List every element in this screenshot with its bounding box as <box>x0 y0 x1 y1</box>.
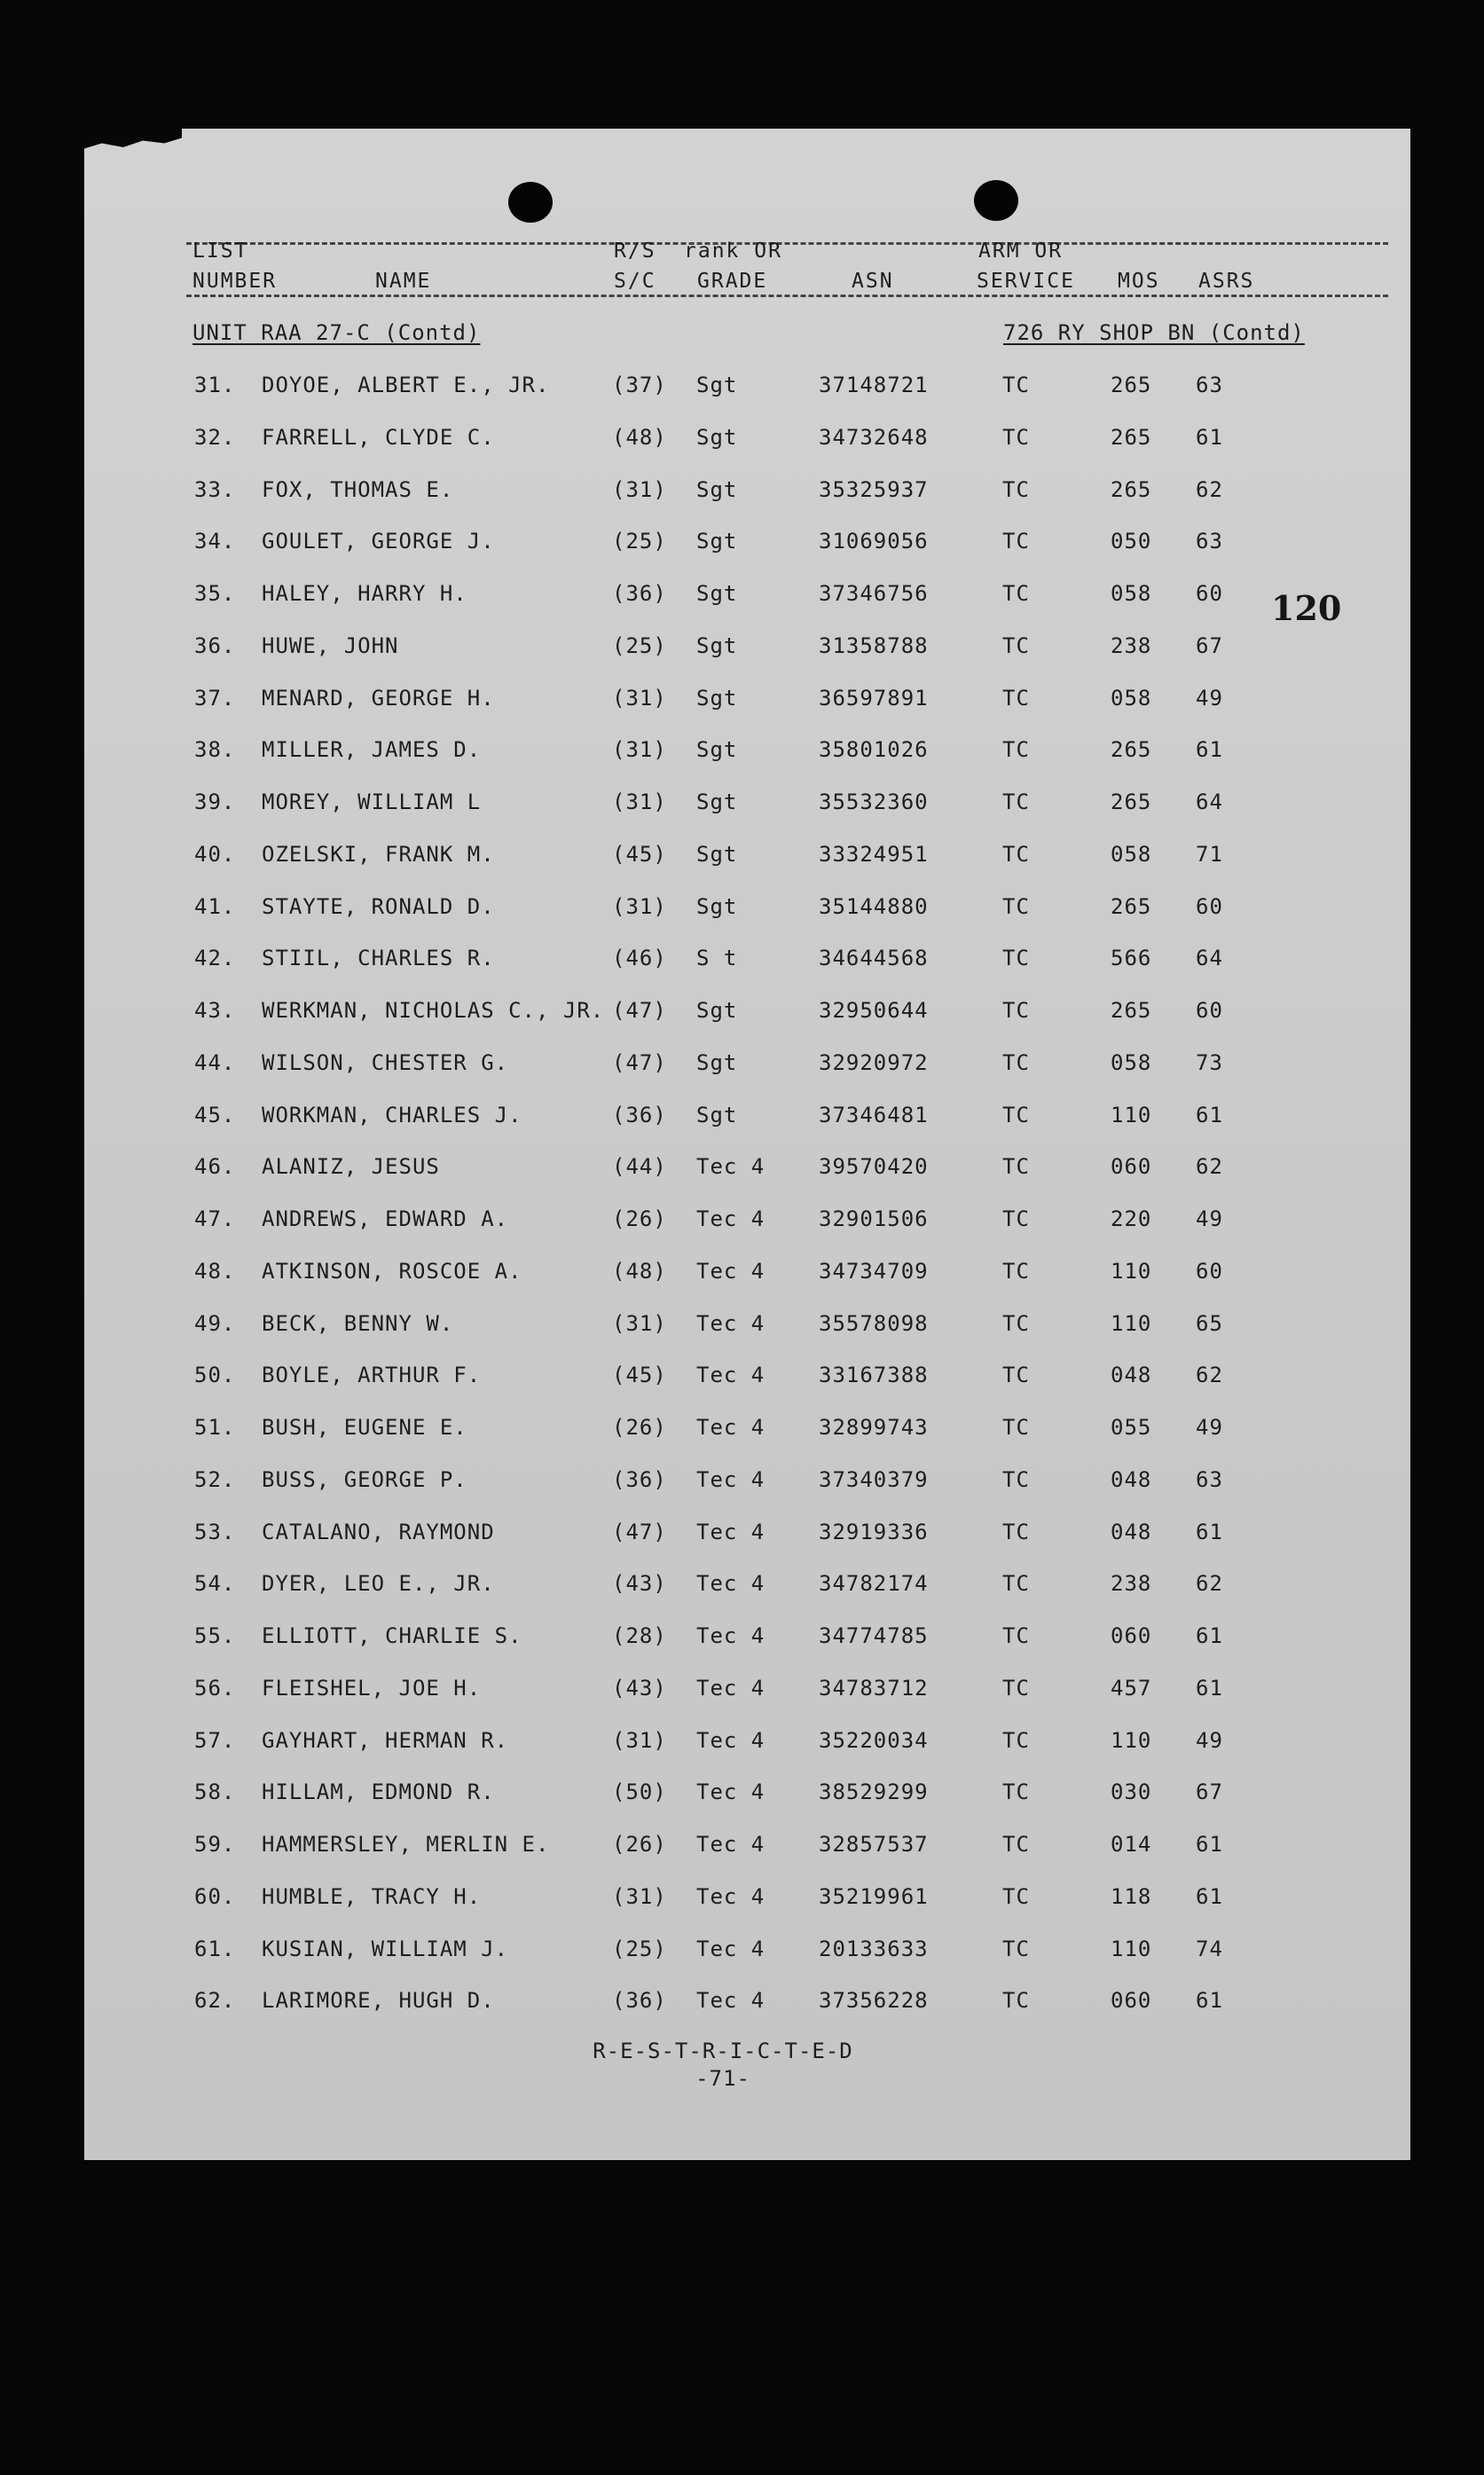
row-arm: TC <box>1002 1154 1030 1180</box>
row-name: WERKMAN, NICHOLAS C., JR. <box>262 998 605 1023</box>
row-rs: (43) <box>612 1571 667 1597</box>
row-name: ELLIOTT, CHARLIE S. <box>262 1623 522 1648</box>
row-asn: 37340379 <box>819 1466 929 1492</box>
row-mos: 110 <box>1111 1727 1152 1753</box>
row-asrs: 61 <box>1196 1832 1223 1857</box>
row-rank: Sgt <box>696 841 738 867</box>
row-asrs: 65 <box>1196 1310 1223 1336</box>
row-name: GOULET, GEORGE J. <box>262 529 495 554</box>
row-mos: 238 <box>1111 1571 1152 1597</box>
row-arm: TC <box>1002 737 1030 763</box>
row-number: 39. <box>194 790 236 814</box>
row-rs: (47) <box>612 998 667 1023</box>
header-dash-top <box>186 242 1388 245</box>
row-mos: 048 <box>1111 1363 1152 1388</box>
row-arm: TC <box>1002 1988 1030 2014</box>
row-asrs: 61 <box>1196 1675 1223 1701</box>
row-mos: 060 <box>1111 1154 1152 1180</box>
row-asrs: 61 <box>1196 1883 1223 1909</box>
row-arm: TC <box>1002 632 1030 658</box>
row-asrs: 61 <box>1196 737 1223 763</box>
header-arm-or: ARM OR <box>978 240 1064 263</box>
row-rs: (31) <box>612 737 667 763</box>
row-rank: Sgt <box>696 737 738 763</box>
row-asrs: 74 <box>1196 1936 1223 1961</box>
row-rank: Tec 4 <box>696 1780 766 1805</box>
row-rank: Sgt <box>696 790 738 814</box>
row-number: 49. <box>194 1310 236 1336</box>
row-mos: 055 <box>1111 1415 1152 1440</box>
row-mos: 058 <box>1111 581 1152 606</box>
row-mos: 048 <box>1111 1519 1152 1544</box>
row-rank: Tec 4 <box>696 1675 766 1701</box>
row-rs: (47) <box>612 1049 667 1075</box>
row-number: 53. <box>194 1519 236 1544</box>
row-rank: Tec 4 <box>696 1415 766 1440</box>
row-number: 60. <box>194 1883 236 1909</box>
row-arm: TC <box>1002 1883 1030 1909</box>
row-mos: 110 <box>1111 1258 1152 1284</box>
row-rank: Sgt <box>696 1049 738 1075</box>
row-asn: 32899743 <box>819 1415 929 1440</box>
row-rs: (36) <box>612 1988 667 2014</box>
row-asn: 32920972 <box>819 1049 929 1075</box>
row-arm: TC <box>1002 790 1030 814</box>
row-asrs: 60 <box>1196 581 1223 606</box>
header-mos: MOS <box>1118 270 1160 293</box>
row-mos: 110 <box>1111 1310 1152 1336</box>
row-mos: 050 <box>1111 529 1152 554</box>
classification-footer: R-E-S-T-R-I-C-T-E-D <box>593 2039 853 2063</box>
row-number: 59. <box>194 1832 236 1857</box>
header-number: NUMBER <box>192 270 278 293</box>
row-rank: Tec 4 <box>696 1363 766 1388</box>
header-sc: S/C <box>614 270 656 293</box>
row-asrs: 61 <box>1196 1623 1223 1648</box>
row-arm: TC <box>1002 1102 1030 1128</box>
row-arm: TC <box>1002 1415 1030 1440</box>
row-rank: Sgt <box>696 373 738 397</box>
row-name: MILLER, JAMES D. <box>262 737 482 763</box>
row-rank: Tec 4 <box>696 1310 766 1336</box>
row-rs: (31) <box>612 790 667 814</box>
row-name: BUSH, EUGENE E. <box>262 1415 467 1440</box>
row-arm: TC <box>1002 1780 1030 1805</box>
row-name: DYER, LEO E., JR. <box>262 1571 495 1597</box>
row-arm: TC <box>1002 1832 1030 1857</box>
row-mos: 058 <box>1111 841 1152 867</box>
row-number: 44. <box>194 1049 236 1075</box>
row-arm: TC <box>1002 841 1030 867</box>
row-number: 36. <box>194 632 236 658</box>
page-number: -71- <box>695 2066 750 2091</box>
row-rs: (45) <box>612 1363 667 1388</box>
row-asrs: 49 <box>1196 1206 1223 1231</box>
row-name: DOYOE, ALBERT E., JR. <box>262 373 550 397</box>
row-mos: 048 <box>1111 1466 1152 1492</box>
row-arm: TC <box>1002 581 1030 606</box>
row-number: 31. <box>194 373 236 397</box>
row-rs: (25) <box>612 632 667 658</box>
row-rs: (36) <box>612 1466 667 1492</box>
row-asn: 37148721 <box>819 373 929 397</box>
row-rank: Sgt <box>696 632 738 658</box>
row-rs: (36) <box>612 581 667 606</box>
row-number: 55. <box>194 1623 236 1648</box>
row-arm: TC <box>1002 998 1030 1023</box>
row-number: 48. <box>194 1258 236 1284</box>
row-rs: (43) <box>612 1675 667 1701</box>
row-name: ATKINSON, ROSCOE A. <box>262 1258 522 1284</box>
row-rank: Tec 4 <box>696 1832 766 1857</box>
row-arm: TC <box>1002 946 1030 971</box>
row-asn: 31358788 <box>819 632 929 658</box>
row-rank: S t <box>696 946 738 971</box>
row-asn: 35801026 <box>819 737 929 763</box>
row-asrs: 64 <box>1196 790 1223 814</box>
row-rank: Sgt <box>696 893 738 919</box>
row-rank: Tec 4 <box>696 1936 766 1961</box>
row-rs: (36) <box>612 1102 667 1128</box>
row-asn: 34732648 <box>819 424 929 450</box>
row-mos: 110 <box>1111 1102 1152 1128</box>
row-name: BUSS, GEORGE P. <box>262 1466 467 1492</box>
row-asrs: 62 <box>1196 1154 1223 1180</box>
header-service: SERVICE <box>977 270 1075 293</box>
row-rs: (31) <box>612 1727 667 1753</box>
row-mos: 566 <box>1111 946 1152 971</box>
row-name: LARIMORE, HUGH D. <box>262 1988 495 2014</box>
row-rs: (26) <box>612 1415 667 1440</box>
row-rs: (50) <box>612 1780 667 1805</box>
row-name: MOREY, WILLIAM L <box>262 790 482 814</box>
row-mos: 060 <box>1111 1988 1152 2014</box>
row-asn: 35325937 <box>819 476 929 502</box>
row-rs: (25) <box>612 529 667 554</box>
row-number: 61. <box>194 1936 236 1961</box>
row-rs: (45) <box>612 841 667 867</box>
row-name: BOYLE, ARTHUR F. <box>262 1363 482 1388</box>
header-name: NAME <box>375 270 432 293</box>
row-mos: 030 <box>1111 1780 1152 1805</box>
row-name: BECK, BENNY W. <box>262 1310 454 1336</box>
row-number: 47. <box>194 1206 236 1231</box>
row-arm: TC <box>1002 1519 1030 1544</box>
row-asn: 37356228 <box>819 1988 929 2014</box>
row-asrs: 49 <box>1196 685 1223 711</box>
row-asn: 33167388 <box>819 1363 929 1388</box>
row-asrs: 67 <box>1196 632 1223 658</box>
row-asrs: 62 <box>1196 1571 1223 1597</box>
row-asn: 35219961 <box>819 1883 929 1909</box>
row-rank: Tec 4 <box>696 1988 766 2014</box>
row-asn: 32901506 <box>819 1206 929 1231</box>
row-asrs: 61 <box>1196 1519 1223 1544</box>
row-number: 45. <box>194 1102 236 1128</box>
row-name: GAYHART, HERMAN R. <box>262 1727 509 1753</box>
row-name: MENARD, GEORGE H. <box>262 685 495 711</box>
row-rs: (31) <box>612 1310 667 1336</box>
row-mos: 265 <box>1111 737 1152 763</box>
header-rank-or: rank OR <box>684 240 782 263</box>
row-mos: 118 <box>1111 1883 1152 1909</box>
row-arm: TC <box>1002 1206 1030 1231</box>
row-rs: (31) <box>612 1883 667 1909</box>
document-page <box>84 129 1410 2160</box>
row-mos: 058 <box>1111 1049 1152 1075</box>
row-mos: 457 <box>1111 1675 1152 1701</box>
row-rank: Sgt <box>696 1102 738 1128</box>
row-number: 33. <box>194 476 236 502</box>
row-number: 52. <box>194 1466 236 1492</box>
header-asrs: ASRS <box>1198 270 1255 293</box>
row-number: 40. <box>194 841 236 867</box>
row-asrs: 61 <box>1196 1102 1223 1128</box>
row-name: FARRELL, CLYDE C. <box>262 424 495 450</box>
row-name: HAMMERSLEY, MERLIN E. <box>262 1832 550 1857</box>
row-name: WORKMAN, CHARLES J. <box>262 1102 522 1128</box>
row-rank: Tec 4 <box>696 1466 766 1492</box>
row-asrs: 61 <box>1196 1988 1223 2014</box>
row-mos: 265 <box>1111 424 1152 450</box>
side-number: 120 <box>1271 588 1342 628</box>
row-number: 42. <box>194 946 236 971</box>
row-number: 32. <box>194 424 236 450</box>
row-name: STAYTE, RONALD D. <box>262 893 495 919</box>
row-rank: Sgt <box>696 476 738 502</box>
row-rank: Tec 4 <box>696 1258 766 1284</box>
row-mos: 058 <box>1111 685 1152 711</box>
row-asn: 35578098 <box>819 1310 929 1336</box>
row-arm: TC <box>1002 529 1030 554</box>
row-mos: 110 <box>1111 1936 1152 1961</box>
row-arm: TC <box>1002 373 1030 397</box>
row-asrs: 61 <box>1196 424 1223 450</box>
row-asrs: 62 <box>1196 476 1223 502</box>
row-rank: Tec 4 <box>696 1571 766 1597</box>
row-name: ANDREWS, EDWARD A. <box>262 1206 509 1231</box>
row-rank: Sgt <box>696 529 738 554</box>
punch-hole-left <box>508 182 553 223</box>
row-rs: (46) <box>612 946 667 971</box>
row-asn: 39570420 <box>819 1154 929 1180</box>
row-asn: 33324951 <box>819 841 929 867</box>
row-asrs: 73 <box>1196 1049 1223 1075</box>
row-number: 51. <box>194 1415 236 1440</box>
row-name: OZELSKI, FRANK M. <box>262 841 495 867</box>
row-asrs: 60 <box>1196 893 1223 919</box>
row-rank: Sgt <box>696 998 738 1023</box>
row-rs: (48) <box>612 1258 667 1284</box>
row-rs: (31) <box>612 685 667 711</box>
row-rank: Tec 4 <box>696 1883 766 1909</box>
row-asn: 34644568 <box>819 946 929 971</box>
row-asrs: 60 <box>1196 998 1223 1023</box>
row-asn: 35144880 <box>819 893 929 919</box>
row-name: HALEY, HARRY H. <box>262 581 467 606</box>
row-rank: Tec 4 <box>696 1154 766 1180</box>
row-rs: (31) <box>612 476 667 502</box>
row-name: STIIL, CHARLES R. <box>262 946 495 971</box>
row-asn: 20133633 <box>819 1936 929 1961</box>
row-arm: TC <box>1002 1258 1030 1284</box>
row-name: KUSIAN, WILLIAM J. <box>262 1936 509 1961</box>
row-mos: 220 <box>1111 1206 1152 1231</box>
row-rs: (48) <box>612 424 667 450</box>
row-rs: (47) <box>612 1519 667 1544</box>
row-arm: TC <box>1002 1466 1030 1492</box>
row-mos: 265 <box>1111 998 1152 1023</box>
row-rs: (37) <box>612 373 667 397</box>
row-arm: TC <box>1002 1675 1030 1701</box>
row-asrs: 49 <box>1196 1415 1223 1440</box>
row-asn: 36597891 <box>819 685 929 711</box>
row-asn: 34774785 <box>819 1623 929 1648</box>
header-list: LIST <box>192 240 249 263</box>
row-mos: 238 <box>1111 632 1152 658</box>
row-number: 34. <box>194 529 236 554</box>
header-asn: ASN <box>852 270 894 293</box>
punch-hole-right <box>974 180 1018 221</box>
torn-corner <box>84 129 182 155</box>
row-arm: TC <box>1002 476 1030 502</box>
row-number: 58. <box>194 1780 236 1805</box>
row-asn: 34782174 <box>819 1571 929 1597</box>
row-name: HILLAM, EDMOND R. <box>262 1780 495 1805</box>
row-rank: Tec 4 <box>696 1727 766 1753</box>
row-rank: Sgt <box>696 581 738 606</box>
header-rs: R/S <box>614 240 656 263</box>
row-asn: 31069056 <box>819 529 929 554</box>
row-rank: Sgt <box>696 424 738 450</box>
row-mos: 265 <box>1111 790 1152 814</box>
row-asrs: 63 <box>1196 1466 1223 1492</box>
row-number: 56. <box>194 1675 236 1701</box>
row-asrs: 60 <box>1196 1258 1223 1284</box>
header-dash-bottom <box>186 295 1388 297</box>
row-asn: 34734709 <box>819 1258 929 1284</box>
row-asrs: 63 <box>1196 529 1223 554</box>
row-arm: TC <box>1002 1727 1030 1753</box>
row-arm: TC <box>1002 893 1030 919</box>
header-grade: GRADE <box>697 270 768 293</box>
row-asn: 37346481 <box>819 1102 929 1128</box>
row-arm: TC <box>1002 1623 1030 1648</box>
row-asrs: 71 <box>1196 841 1223 867</box>
row-mos: 265 <box>1111 476 1152 502</box>
row-asrs: 62 <box>1196 1363 1223 1388</box>
row-asrs: 49 <box>1196 1727 1223 1753</box>
row-rs: (26) <box>612 1832 667 1857</box>
row-number: 41. <box>194 893 236 919</box>
row-rs: (31) <box>612 893 667 919</box>
unit-right: 726 RY SHOP BN (Contd) <box>1003 320 1305 345</box>
row-number: 46. <box>194 1154 236 1180</box>
row-arm: TC <box>1002 424 1030 450</box>
row-name: FOX, THOMAS E. <box>262 476 454 502</box>
row-rs: (26) <box>612 1206 667 1231</box>
row-mos: 265 <box>1111 893 1152 919</box>
row-asn: 35220034 <box>819 1727 929 1753</box>
row-name: HUMBLE, TRACY H. <box>262 1883 482 1909</box>
row-asn: 32950644 <box>819 998 929 1023</box>
row-arm: TC <box>1002 685 1030 711</box>
row-asn: 34783712 <box>819 1675 929 1701</box>
row-number: 50. <box>194 1363 236 1388</box>
row-name: CATALANO, RAYMOND <box>262 1519 495 1544</box>
row-rank: Tec 4 <box>696 1206 766 1231</box>
row-asn: 32857537 <box>819 1832 929 1857</box>
row-asrs: 63 <box>1196 373 1223 397</box>
row-asn: 38529299 <box>819 1780 929 1805</box>
row-arm: TC <box>1002 1571 1030 1597</box>
row-rank: Tec 4 <box>696 1519 766 1544</box>
row-arm: TC <box>1002 1363 1030 1388</box>
row-rs: (44) <box>612 1154 667 1180</box>
row-number: 62. <box>194 1988 236 2014</box>
row-rank: Tec 4 <box>696 1623 766 1648</box>
row-arm: TC <box>1002 1310 1030 1336</box>
row-number: 54. <box>194 1571 236 1597</box>
row-arm: TC <box>1002 1936 1030 1961</box>
row-asrs: 64 <box>1196 946 1223 971</box>
unit-left: UNIT RAA 27-C (Contd) <box>192 320 481 345</box>
row-number: 57. <box>194 1727 236 1753</box>
row-number: 37. <box>194 685 236 711</box>
row-asn: 35532360 <box>819 790 929 814</box>
row-name: FLEISHEL, JOE H. <box>262 1675 482 1701</box>
row-rs: (25) <box>612 1936 667 1961</box>
row-mos: 014 <box>1111 1832 1152 1857</box>
row-asrs: 67 <box>1196 1780 1223 1805</box>
row-number: 35. <box>194 581 236 606</box>
row-name: HUWE, JOHN <box>262 632 399 658</box>
row-arm: TC <box>1002 1049 1030 1075</box>
row-asn: 37346756 <box>819 581 929 606</box>
row-rs: (28) <box>612 1623 667 1648</box>
row-asn: 32919336 <box>819 1519 929 1544</box>
row-number: 38. <box>194 737 236 763</box>
row-number: 43. <box>194 998 236 1023</box>
row-name: WILSON, CHESTER G. <box>262 1049 509 1075</box>
row-mos: 265 <box>1111 373 1152 397</box>
row-mos: 060 <box>1111 1623 1152 1648</box>
row-rank: Sgt <box>696 685 738 711</box>
row-name: ALANIZ, JESUS <box>262 1154 440 1180</box>
